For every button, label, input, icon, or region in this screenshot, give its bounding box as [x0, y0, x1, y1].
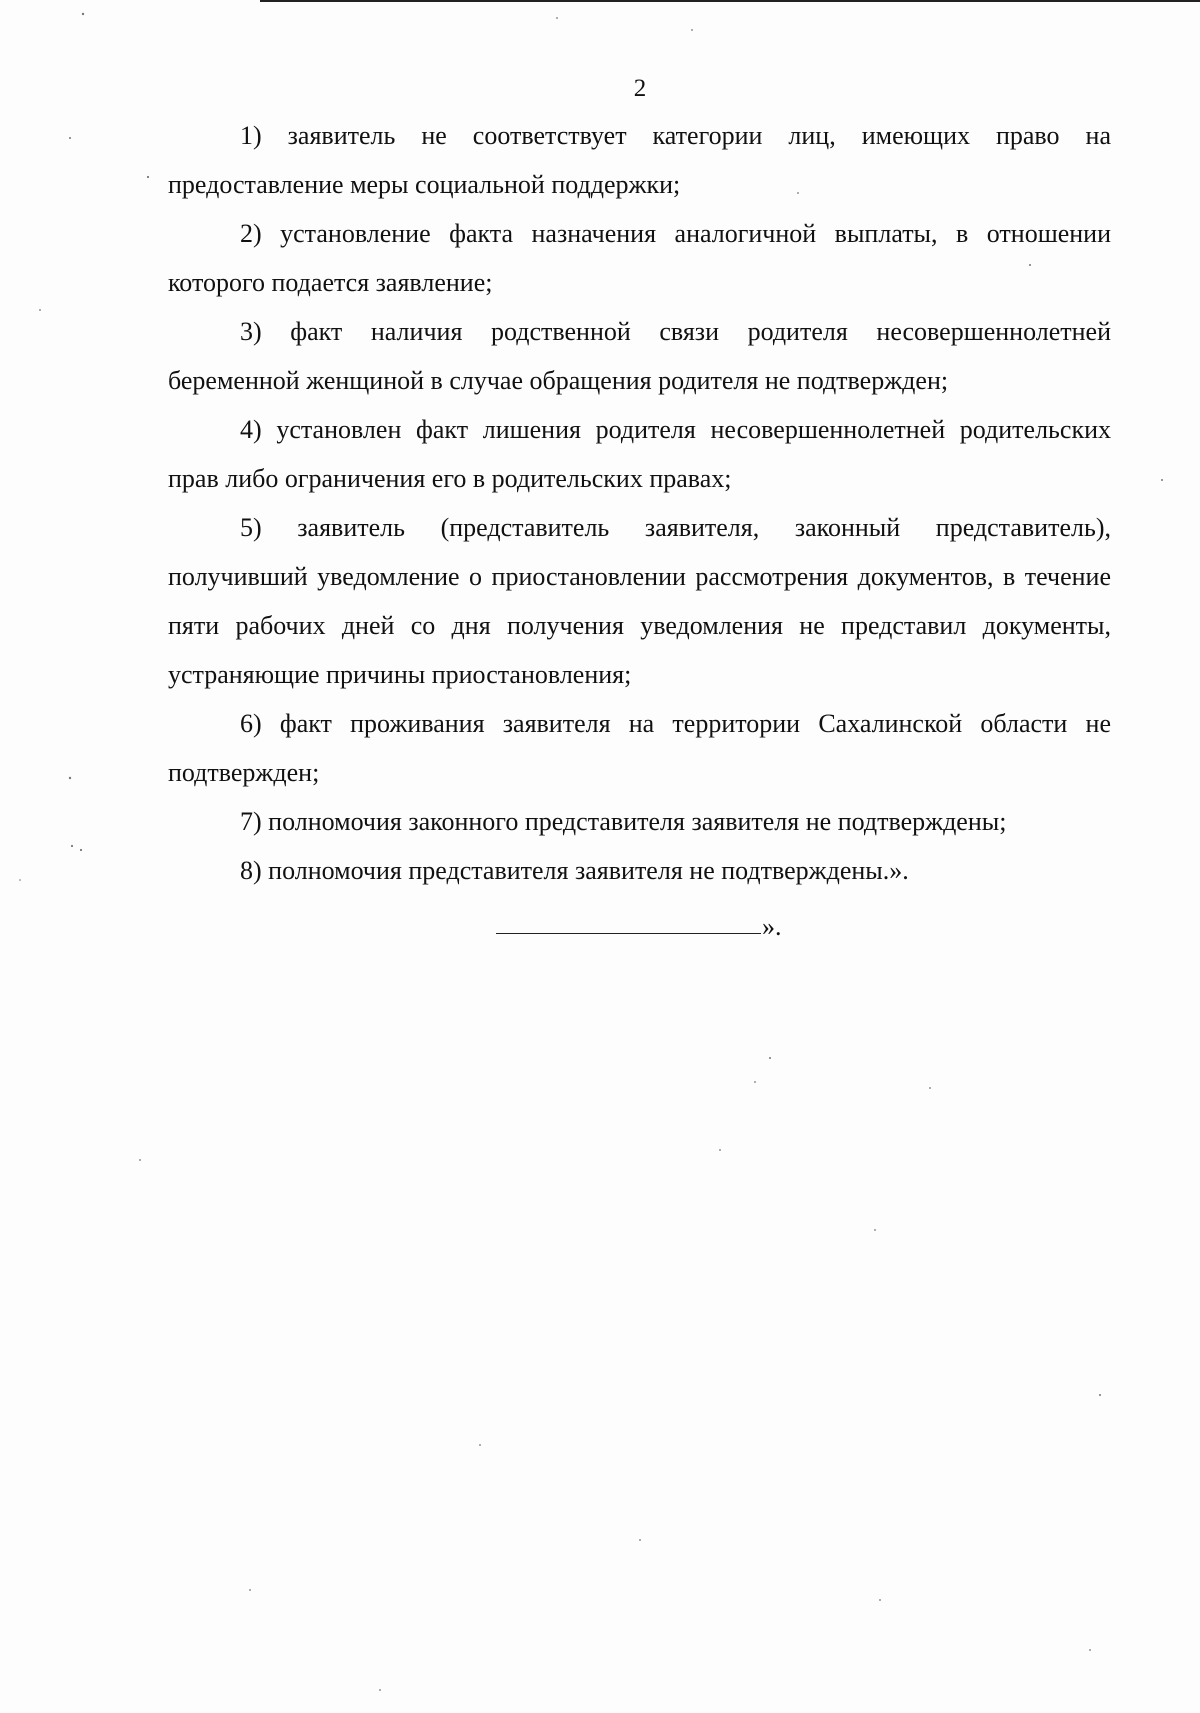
list-item: 4) установлен факт лишения родителя несовершеннолетней родительских прав либо ограничения его в родительских правах;	[168, 415, 1111, 493]
list-item: 1) заявитель не соответствует категории лиц, имеющих право на предоставление меры социальной поддержки;	[168, 121, 1111, 199]
closing-quote-mark: ».	[762, 912, 782, 941]
closing-separator	[496, 905, 796, 945]
list-item: 6) факт проживания заявителя на территории Сахалинской области не подтвержден;	[168, 709, 1111, 787]
document-body	[168, 111, 1111, 895]
scan-top-edge	[260, 0, 1200, 2]
page-number: 2	[633, 75, 647, 102]
list-item: 8) полномочия представителя заявителя не подтверждены.».	[240, 856, 909, 885]
list-item: 5) заявитель (представитель заявителя, законный представитель), получивший уведомление о приостановлении рассмотрения документов, в течение пяти рабочих дней со дня получения уведомления не представил документы, устраняющие причины приостановления;	[168, 513, 1111, 689]
separator-line	[496, 933, 761, 934]
list-item: 2) установление факта назначения аналогичной выплаты, в отношении которого подается заявление;	[168, 219, 1111, 297]
list-item: 7) полномочия законного представителя заявителя не подтверждены;	[240, 807, 1007, 836]
list-item: 3) факт наличия родственной связи родителя несовершеннолетней беременной женщиной в случае обращения родителя не подтвержден;	[168, 317, 1111, 395]
